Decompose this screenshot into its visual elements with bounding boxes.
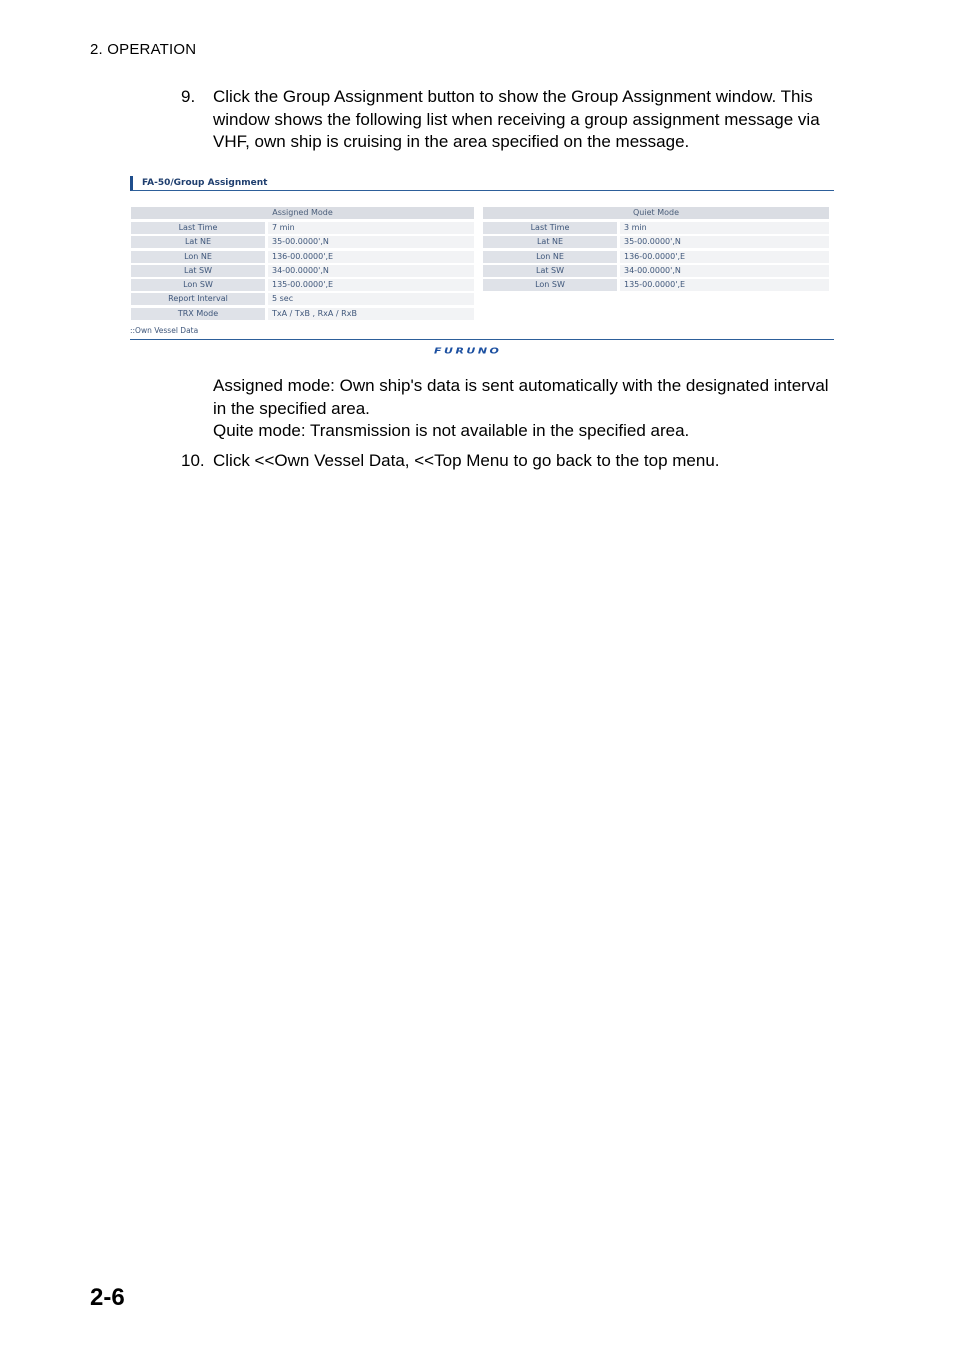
row-value: 3 min [620, 222, 829, 234]
assigned-mode-description-cont: in the specified area. [213, 398, 370, 418]
row-label: Lon SW [131, 279, 265, 291]
table-row [483, 222, 829, 234]
table-row [131, 293, 474, 305]
quiet-mode-heading: Quiet Mode [483, 207, 829, 219]
table-row [483, 279, 829, 291]
window-title-bar [130, 176, 834, 191]
table-row [131, 279, 474, 291]
row-value: 136-00.0000',E [620, 251, 829, 263]
row-label: Lat SW [483, 265, 617, 277]
row-value: 34-00.0000',N [620, 265, 829, 277]
window-title: FA-50/Group Assignment [142, 178, 268, 188]
row-value: 135-00.0000',E [268, 279, 474, 291]
table-row [131, 251, 474, 263]
row-label: Lon SW [483, 279, 617, 291]
row-label: Lat NE [483, 236, 617, 248]
row-value: 34-00.0000',N [268, 265, 474, 277]
table-row [483, 265, 829, 277]
table-row [483, 251, 829, 263]
table-row [131, 265, 474, 277]
row-label: Lon NE [131, 251, 265, 263]
quiet-mode-description: Quite mode: Transmission is not available in the specified area. [213, 421, 690, 440]
furuno-logo: FURUNO [434, 346, 502, 356]
step-number: 9. [181, 87, 196, 106]
assigned-mode-heading: Assigned Mode [131, 207, 474, 219]
row-label: Lat NE [131, 236, 265, 248]
row-value: 135-00.0000',E [620, 279, 829, 291]
own-vessel-data-link[interactable]: ::Own Vessel Data [130, 326, 199, 335]
assigned-mode-description: Assigned mode: Own ship's data is sent automatically with the designated interval [213, 376, 829, 395]
row-value: 5 sec [268, 293, 474, 305]
assigned-mode-table [131, 207, 474, 322]
table-row [483, 236, 829, 248]
mode-description [213, 375, 843, 443]
group-assignment-screenshot [130, 176, 834, 366]
row-label: Report Interval [131, 293, 265, 305]
table-row [131, 308, 474, 320]
row-label: Lon NE [483, 251, 617, 263]
row-value: 7 min [268, 222, 474, 234]
row-label: Lat SW [131, 265, 265, 277]
running-header: 2. OPERATION [90, 41, 197, 58]
table-row [131, 222, 474, 234]
row-label: Last Time [483, 222, 617, 234]
row-value: 35-00.0000',N [268, 236, 474, 248]
step-text: Click the Group Assignment button to show the Group Assignment window. This window shows the following list when receiving a group assignment message via VHF, own ship is cruising in the area specified on the message. [213, 87, 820, 151]
row-label: TRX Mode [131, 308, 265, 320]
divider [130, 339, 834, 340]
step-text: Click <<Own Vessel Data, <<Top Menu to go back to the top menu. [213, 451, 720, 470]
row-value: 136-00.0000',E [268, 251, 474, 263]
table-row [131, 236, 474, 248]
row-label: Last Time [131, 222, 265, 234]
page-number: 2-6 [90, 1284, 125, 1311]
row-value: 35-00.0000',N [620, 236, 829, 248]
step-number: 10. [181, 451, 205, 470]
quiet-mode-table [483, 207, 829, 293]
row-value: TxA / TxB , RxA / RxB [268, 308, 474, 320]
